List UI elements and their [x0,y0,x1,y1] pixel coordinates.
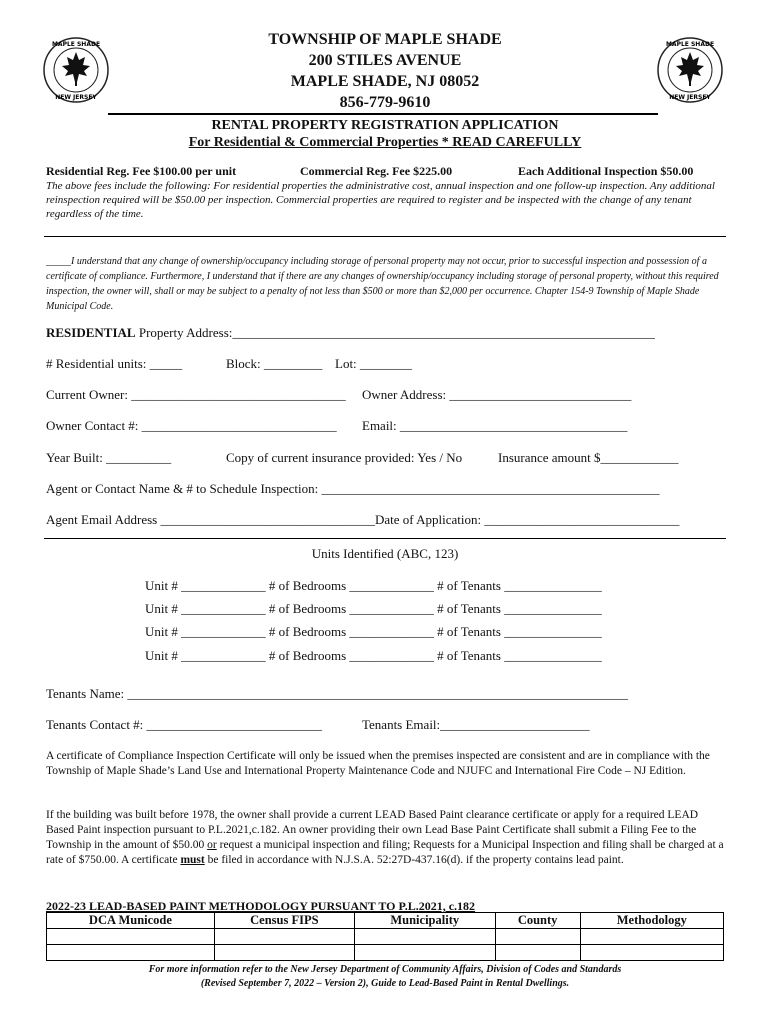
residential-units-field[interactable]: # Residential units: _____ [46,356,183,371]
township-name: TOWNSHIP OF MAPLE SHADE [268,31,502,48]
fees-divider [44,236,726,237]
insurance-amount-field[interactable]: Insurance amount $____________ [498,450,679,465]
owner-contact-field[interactable]: Owner Contact #: ______________________________ [46,418,337,433]
lead-paint-paragraph [46,808,726,868]
table-cell[interactable] [580,929,723,945]
form-divider [44,538,726,539]
table-cell[interactable] [354,929,495,945]
tenants-contact-field[interactable]: Tenants Contact #: ___________________________ [46,717,323,732]
commercial-fee: Commercial Reg. Fee $225.00 [300,164,453,178]
current-owner-field[interactable]: Current Owner: _________________________________ [46,387,346,402]
table-cell[interactable] [214,929,354,945]
table-cell[interactable] [354,945,495,961]
units-heading: Units Identified (ABC, 123) [311,546,459,561]
owner-address-field[interactable]: Owner Address: ____________________________ [362,387,632,402]
table-cell[interactable] [47,929,215,945]
form-title: RENTAL PROPERTY REGISTRATION APPLICATION [211,118,559,133]
residential-label: RESIDENTIAL [46,325,136,340]
table-row [47,945,724,961]
form-subtitle [0,134,770,151]
header-rule [108,113,658,115]
lead-or: or [207,839,217,851]
township-street: 200 STILES AVENUE [308,52,462,69]
table-cell[interactable] [495,929,580,945]
table-cell[interactable] [580,945,723,961]
block-field[interactable]: Block: _________ [226,356,323,371]
footer-line-2: (Revised September 7, 2022 – Version 2), Guide to Lead-Based Paint in Rental Dwellings. [200,978,570,989]
methodology-table-title: 2022-23 LEAD-BASED PAINT METHODOLOGY PURSUANT TO P.L.2021, c.182 [46,899,476,913]
property-address-field[interactable] [46,325,655,341]
col-dca-municode: DCA Municode [47,913,215,929]
table-header-row [47,913,724,929]
inspection-fee: Each Additional Inspection $50.00 [518,164,694,178]
unit-row-1[interactable]: Unit # _____________ # of Bedrooms _____________ # of Tenants _______________ [145,578,602,593]
footer-line-1: For more information refer to the New Jersey Department of Community Affairs, Division of Codes and Standards [148,964,622,975]
lead-must: must [180,854,205,866]
table-cell[interactable] [214,945,354,961]
year-built-field[interactable]: Year Built: __________ [46,450,172,465]
acknowledgement-text: _____I understand that any change of ownership/occupancy including storage of personal property may not occur, prior to successful inspection and possession of a certificate of compliance. Furthermore, I understand that if there are any changes of ownership/occupancy including storage of personal property, without this required inspection, the owner will, shall or may be subject to a penalty of not less than $500 or more than $2,000 per occurrence. Chapter 154-9 Township of Maple Shade Municipal Code. [46,256,719,312]
lot-field[interactable]: Lot: ________ [335,356,412,371]
svg-text:NEW JERSEY: NEW JERSEY [55,94,97,101]
township-phone: 856-779-9610 [339,94,431,111]
table-cell[interactable] [47,945,215,961]
svg-text:NEW JERSEY: NEW JERSEY [669,94,711,101]
property-address-label: Property Address:_________________________________________________________________ [135,325,655,340]
residential-fee: Residential Reg. Fee $100.00 per unit [46,164,237,178]
tenants-email-field[interactable]: Tenants Email:_______________________ [362,717,590,732]
email-field[interactable]: Email: ___________________________________ [362,418,628,433]
unit-row-3[interactable]: Unit # _____________ # of Bedrooms _____________ # of Tenants _______________ [145,624,602,639]
col-county: County [495,913,580,929]
township-city: MAPLE SHADE, NJ 08052 [290,73,480,90]
table-cell[interactable] [495,945,580,961]
agent-email-date-field[interactable]: Agent Email Address _________________________________Date of Application: ______________________________ [46,512,680,527]
table-row [47,929,724,945]
certificate-paragraph: A certificate of Compliance Inspection Certificate will only be issued when the premises inspected are consistent and are in compliance with the Township of Maple Shade’s Land Use and International Property Maintenance Code and NJUFC and International Fire Code – NJ Edition. [46,750,710,777]
lead-text-3: be filed in accordance with N.J.S.A. 52:27D-437.16(d). if the property contains lead paint. [204,854,624,866]
lead-text-1: If the building was built before 1978, the owner shall provide a current LEAD Based Paint clearance certificate or apply for a required LEAD Based Paint inspection pursuant to P.L.2021,c.182. An owner providing their own Lead Base Paint Certificate shall submit a Filing Fee to the Township in the amount of $50.00 [46,809,699,851]
svg-text:MAPLE SHADE: MAPLE SHADE [51,41,101,48]
lead-text-2: request a municipal inspection and filing; Requests for a Municipal Inspection and filing shall be charged at a rate of $750.00. A certificate [46,839,724,866]
form-subtitle-text: For Residential & Commercial Properties * READ CAREFULLY [188,135,582,150]
svg-text:MAPLE SHADE: MAPLE SHADE [665,41,715,48]
unit-row-4[interactable]: Unit # _____________ # of Bedrooms _____________ # of Tenants _______________ [145,648,602,663]
tenants-name-field[interactable]: Tenants Name: _____________________________________________________________________________ [46,686,628,701]
col-methodology: Methodology [580,913,723,929]
col-municipality: Municipality [354,913,495,929]
methodology-table [46,912,724,961]
fees-note: The above fees include the following: For residential properties the administrative cost, annual inspection and one follow-up inspection. Any additional reinspection required will be $50.00 per inspection. Commercial properties are required to register and be inspected with the change of any tenant regardless of the time. [46,180,715,220]
agent-contact-field[interactable]: Agent or Contact Name & # to Schedule Inspection: ____________________________________________________ [46,481,660,496]
unit-row-2[interactable]: Unit # _____________ # of Bedrooms _____________ # of Tenants _______________ [145,601,602,616]
col-census-fips: Census FIPS [214,913,354,929]
insurance-copy-field[interactable]: Copy of current insurance provided: Yes / No [226,450,463,465]
